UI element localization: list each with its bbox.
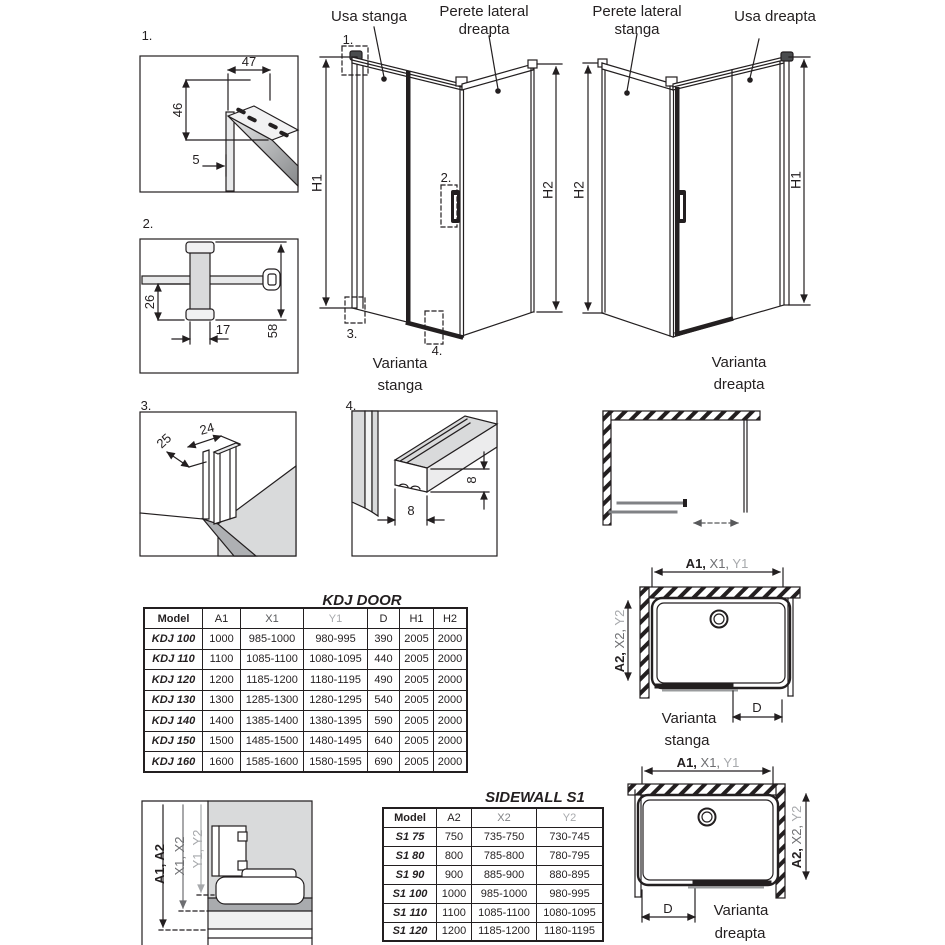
marker-1-label: 1. [342, 32, 354, 48]
dim-a2: A2, [789, 844, 805, 869]
table-cell: 1500 [203, 731, 241, 752]
table-cell: 2005 [400, 670, 434, 691]
detail-2-dim-depth: 26 [142, 294, 158, 310]
dim-y1: Y1 [732, 556, 749, 572]
table-cell: KDJ 130 [144, 690, 203, 711]
table-row [383, 865, 603, 884]
dim-y2: Y2 [789, 805, 805, 822]
table-cell: 1100 [437, 903, 472, 922]
left-caption-line1: Varianta [372, 355, 428, 372]
right-wall-label-line2: stanga [614, 21, 660, 38]
detail-2-dim-width: 17 [215, 322, 231, 338]
table-row [383, 922, 603, 941]
table-row [144, 711, 467, 732]
plan-stanga-caption-line2: stanga [664, 732, 710, 749]
table-cell: 540 [368, 690, 400, 711]
table-cell: 2005 [400, 629, 434, 650]
table-cell: 440 [368, 649, 400, 670]
detail-2-drawing [140, 239, 298, 373]
table-row [144, 649, 467, 670]
plan-stanga-top-dim [686, 556, 749, 572]
detail-1-drawing [140, 56, 298, 192]
column-header: H2 [434, 608, 468, 629]
table-cell: 2000 [434, 690, 468, 711]
table-cell: KDJ 140 [144, 711, 203, 732]
sidewall-table-title: SIDEWALL S1 [485, 789, 585, 806]
table-cell: 2000 [434, 711, 468, 732]
table-cell: 785-800 [472, 846, 537, 865]
table-cell: 735-750 [472, 827, 537, 846]
table-cell: 1480-1495 [304, 731, 368, 752]
table-cell: 985-1000 [472, 884, 537, 903]
table-row [144, 690, 467, 711]
table-cell: 2005 [400, 731, 434, 752]
table-row [383, 846, 603, 865]
table-cell: S1 75 [383, 827, 437, 846]
table-cell: 1200 [203, 670, 241, 691]
detail-1-number: 1. [141, 28, 153, 44]
table-cell: 985-1000 [241, 629, 304, 650]
plan-dreapta-caption-line2: dreapta [714, 925, 766, 942]
right-caption-line1: Varianta [711, 354, 767, 371]
table-cell: 980-995 [537, 884, 604, 903]
table-cell: 2005 [400, 711, 434, 732]
marker-2-label: 2. [440, 170, 452, 186]
table-cell: 1100 [203, 649, 241, 670]
table-cell: 1000 [437, 884, 472, 903]
left-wall-label-line1: Perete lateral [439, 3, 529, 20]
table-cell: 2000 [434, 752, 468, 773]
dim-a2: A2, [612, 648, 628, 673]
table-cell: S1 110 [383, 903, 437, 922]
column-header: Model [144, 608, 203, 629]
table-cell: 1085-1100 [241, 649, 304, 670]
sidewall-s1-table [382, 807, 604, 942]
table-cell: S1 120 [383, 922, 437, 941]
table-cell: 1400 [203, 711, 241, 732]
table-cell: 1280-1295 [304, 690, 368, 711]
left-wall-label-line2: dreapta [458, 21, 510, 38]
column-header: A1 [203, 608, 241, 629]
table-cell: 1300 [203, 690, 241, 711]
table-cell: 1000 [203, 629, 241, 650]
table-cell: 1580-1595 [304, 752, 368, 773]
table-cell: 1085-1100 [472, 903, 537, 922]
column-header: D [368, 608, 400, 629]
table-cell: 2000 [434, 649, 468, 670]
table-cell: 2000 [434, 731, 468, 752]
table-cell: KDJ 150 [144, 731, 203, 752]
table-cell: 1285-1300 [241, 690, 304, 711]
table-cell: 2005 [400, 752, 434, 773]
detail-1-dim-gap: 5 [192, 152, 200, 168]
table-cell: S1 80 [383, 846, 437, 865]
right-wall-label-line1: Perete lateral [592, 3, 682, 20]
dim-x2: X2, [789, 821, 805, 845]
detail-4-dim-width: 8 [407, 503, 415, 519]
plan-view-stanga [628, 568, 800, 722]
table-cell: 590 [368, 711, 400, 732]
table-cell: 690 [368, 752, 400, 773]
column-header: Y2 [537, 808, 604, 827]
table-row [144, 629, 467, 650]
table-cell: 900 [437, 865, 472, 884]
table-cell: 1485-1500 [241, 731, 304, 752]
table-cell: KDJ 110 [144, 649, 203, 670]
table-cell: 1080-1095 [537, 903, 604, 922]
right-enclosure-drawing [583, 34, 810, 337]
kdj-door-table [143, 607, 468, 773]
right-view-h2-label: H2 [570, 181, 587, 199]
table-cell: S1 90 [383, 865, 437, 884]
left-door-label: Usa stanga [331, 8, 407, 25]
table-cell: 730-745 [537, 827, 604, 846]
plan-stanga-side-dim [612, 610, 628, 673]
table-row [383, 827, 603, 846]
table-cell: 490 [368, 670, 400, 691]
dim-y2: Y2 [612, 609, 628, 626]
table-row [144, 670, 467, 691]
table-cell: KDJ 120 [144, 670, 203, 691]
plan-dreapta-caption-line1: Varianta [713, 902, 769, 919]
section-dim-y: Y1, Y2 [190, 829, 206, 869]
table-cell: 1385-1400 [241, 711, 304, 732]
table-cell: 885-900 [472, 865, 537, 884]
table-cell: 2000 [434, 670, 468, 691]
plan-dreapta-top-dim [677, 755, 740, 771]
plan-stanga-caption-line1: Varianta [661, 710, 717, 727]
section-dim-a: A1, A2 [152, 844, 168, 884]
table-cell: 780-795 [537, 846, 604, 865]
table-row [383, 903, 603, 922]
column-header: X2 [472, 808, 537, 827]
right-door-label: Usa dreapta [734, 8, 816, 25]
left-caption-line2: stanga [377, 377, 423, 394]
marker-3-label: 3. [346, 326, 358, 342]
table-cell: 1585-1600 [241, 752, 304, 773]
detail-1-dim-width: 47 [241, 54, 257, 70]
table-header-row [144, 608, 467, 629]
table-header-row [383, 808, 603, 827]
right-view-h1-label: H1 [787, 171, 804, 189]
detail-1-dim-height: 46 [170, 102, 186, 118]
table-cell: KDJ 100 [144, 629, 203, 650]
table-cell: 640 [368, 731, 400, 752]
right-caption-line2: dreapta [713, 376, 765, 393]
column-header: A2 [437, 808, 472, 827]
detail-2-dim-height: 58 [265, 323, 281, 339]
table-cell: KDJ 160 [144, 752, 203, 773]
left-view-h2-label: H2 [539, 181, 556, 199]
table-cell: 880-895 [537, 865, 604, 884]
table-cell: 1080-1095 [304, 649, 368, 670]
table-row [144, 752, 467, 773]
detail-3-dim-width: 24 [197, 419, 216, 438]
column-header: Y1 [304, 608, 368, 629]
table-cell: 1600 [203, 752, 241, 773]
kdj-table-title: KDJ DOOR [322, 592, 402, 609]
plan-dreapta-side-dim [789, 806, 805, 869]
table-cell: 1180-1195 [304, 670, 368, 691]
table-cell: 1185-1200 [472, 922, 537, 941]
marker-4-label: 4. [431, 343, 443, 359]
section-dim-x: X1, X2 [172, 836, 188, 876]
dim-x1: X1, [709, 556, 733, 572]
detail-4-dim-height: 8 [464, 476, 480, 484]
column-header: X1 [241, 608, 304, 629]
table-cell: 1185-1200 [241, 670, 304, 691]
column-header: Model [383, 808, 437, 827]
sliding-direction-top-view [603, 411, 760, 525]
plan-dreapta-door-dim: D [663, 901, 673, 917]
dim-a1: A1, [685, 556, 710, 572]
plan-stanga-door-dim: D [752, 700, 762, 716]
detail-2-number: 2. [142, 216, 154, 232]
plan-view-dreapta [628, 767, 806, 922]
table-cell: 2005 [400, 649, 434, 670]
dim-x2: X2, [612, 625, 628, 649]
table-row [144, 731, 467, 752]
table-cell: 1200 [437, 922, 472, 941]
table-cell: 750 [437, 827, 472, 846]
table-cell: 1380-1395 [304, 711, 368, 732]
detail-4-number: 4. [345, 398, 357, 414]
table-cell: 2000 [434, 629, 468, 650]
dim-a1: A1, [676, 755, 701, 771]
column-header: H1 [400, 608, 434, 629]
table-cell: 980-995 [304, 629, 368, 650]
detail-3-dim-depth: 25 [153, 430, 175, 452]
dim-x1: X1, [700, 755, 724, 771]
left-view-h1-label: H1 [308, 174, 325, 192]
table-row [383, 884, 603, 903]
dim-y1: Y1 [723, 755, 740, 771]
table-cell: 1180-1195 [537, 922, 604, 941]
table-cell: 390 [368, 629, 400, 650]
detail-3-number: 3. [140, 398, 152, 414]
table-cell: S1 100 [383, 884, 437, 903]
table-cell: 800 [437, 846, 472, 865]
table-cell: 2005 [400, 690, 434, 711]
